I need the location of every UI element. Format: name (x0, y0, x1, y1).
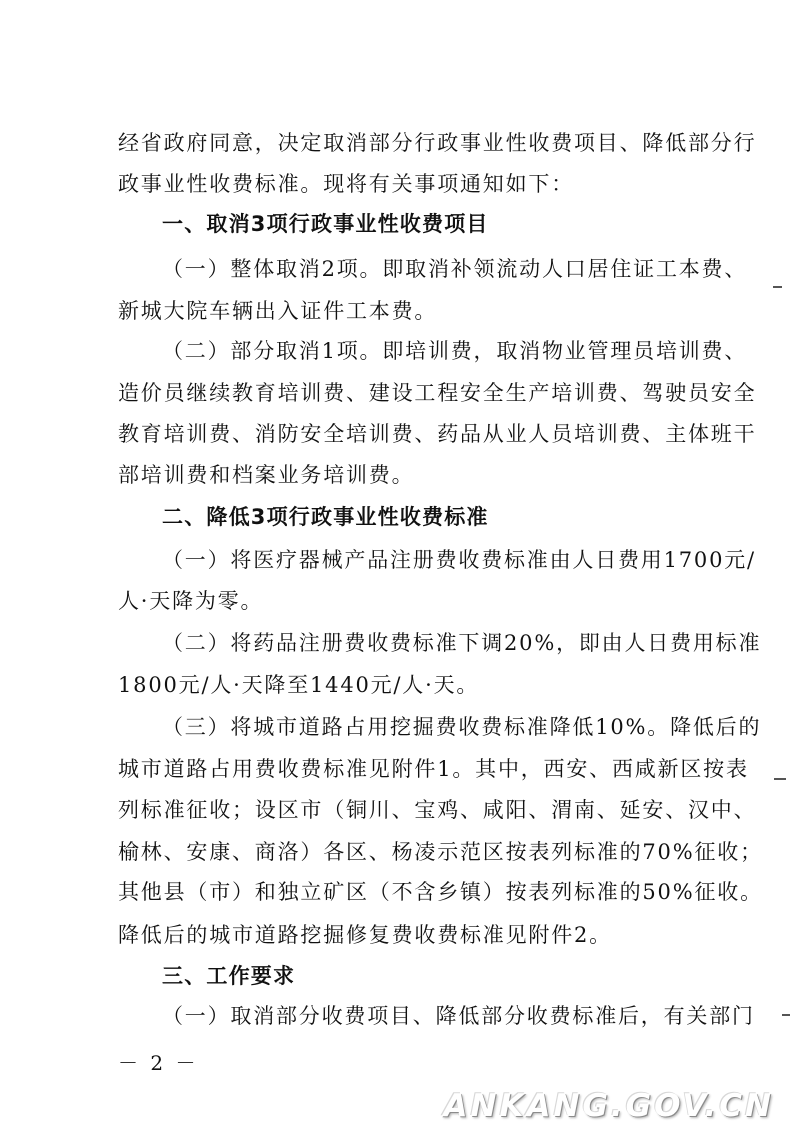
paragraph-line: 1800元/人·天降至1440元/人·天。 (118, 673, 480, 697)
paragraph-line: （一）取消部分收费项目、降低部分收费标准后，有关部门 (162, 1004, 755, 1028)
scan-mark (774, 778, 786, 780)
paragraph-line: 其他县（市）和独立矿区（不含乡镇）按表列标准的50%征收。 (118, 880, 763, 904)
paragraph-line: 经省政府同意，决定取消部分行政事业性收费项目、降低部分行 (118, 131, 757, 155)
section-heading: 三、工作要求 (162, 964, 296, 988)
paragraph-line: 政事业性收费标准。现将有关事项通知如下： (118, 172, 574, 196)
paragraph-line: 造价员继续教育培训费、建设工程安全生产培训费、驾驶员安全 (118, 381, 757, 405)
paragraph-line: （二）部分取消1项。即培训费，取消物业管理员培训费、 (162, 339, 748, 363)
paragraph-line: 榆林、安康、商洛）各区、杨凌示范区按表列标准的70%征收； (118, 840, 763, 864)
paragraph-line: 降低后的城市道路挖掘修复费收费标准见附件2。 (118, 923, 612, 947)
paragraph-line: （一）将医疗器械产品注册费收费标准由人日费用1700元/ (162, 548, 756, 572)
section-heading: 一、取消3项行政事业性收费项目 (162, 212, 489, 236)
paragraph-line: 列标准征收；设区市（铜川、宝鸡、咸阳、渭南、延安、汉中、 (118, 798, 757, 822)
paragraph-line: 城市道路占用费收费标准见附件1。其中，西安、西咸新区按表 (118, 757, 749, 781)
scan-mark (782, 1014, 790, 1016)
scan-mark (773, 286, 782, 288)
paragraph-line: 部培训费和档案业务培训费。 (118, 463, 415, 487)
paragraph-line: 人·天降为零。 (118, 589, 264, 613)
page-number: － 2 － (118, 1051, 199, 1075)
paragraph-line: 教育培训费、消防安全培训费、药品从业人员培训费、主体班干 (118, 422, 757, 446)
paragraph-line: 新城大院车辆出入证件工本费。 (118, 299, 438, 323)
paragraph-line: （二）将药品注册费收费标准下调20%，即由人日费用标准 (162, 631, 762, 655)
section-heading: 二、降低3项行政事业性收费标准 (162, 505, 489, 529)
paragraph-line: （三）将城市道路占用挖掘费收费标准降低10%。降低后的 (162, 715, 762, 739)
paragraph-line: （一）整体取消2项。即取消补领流动人口居住证工本费、 (162, 257, 748, 281)
site-watermark: ANKANG.GOV.CN (443, 1088, 774, 1124)
